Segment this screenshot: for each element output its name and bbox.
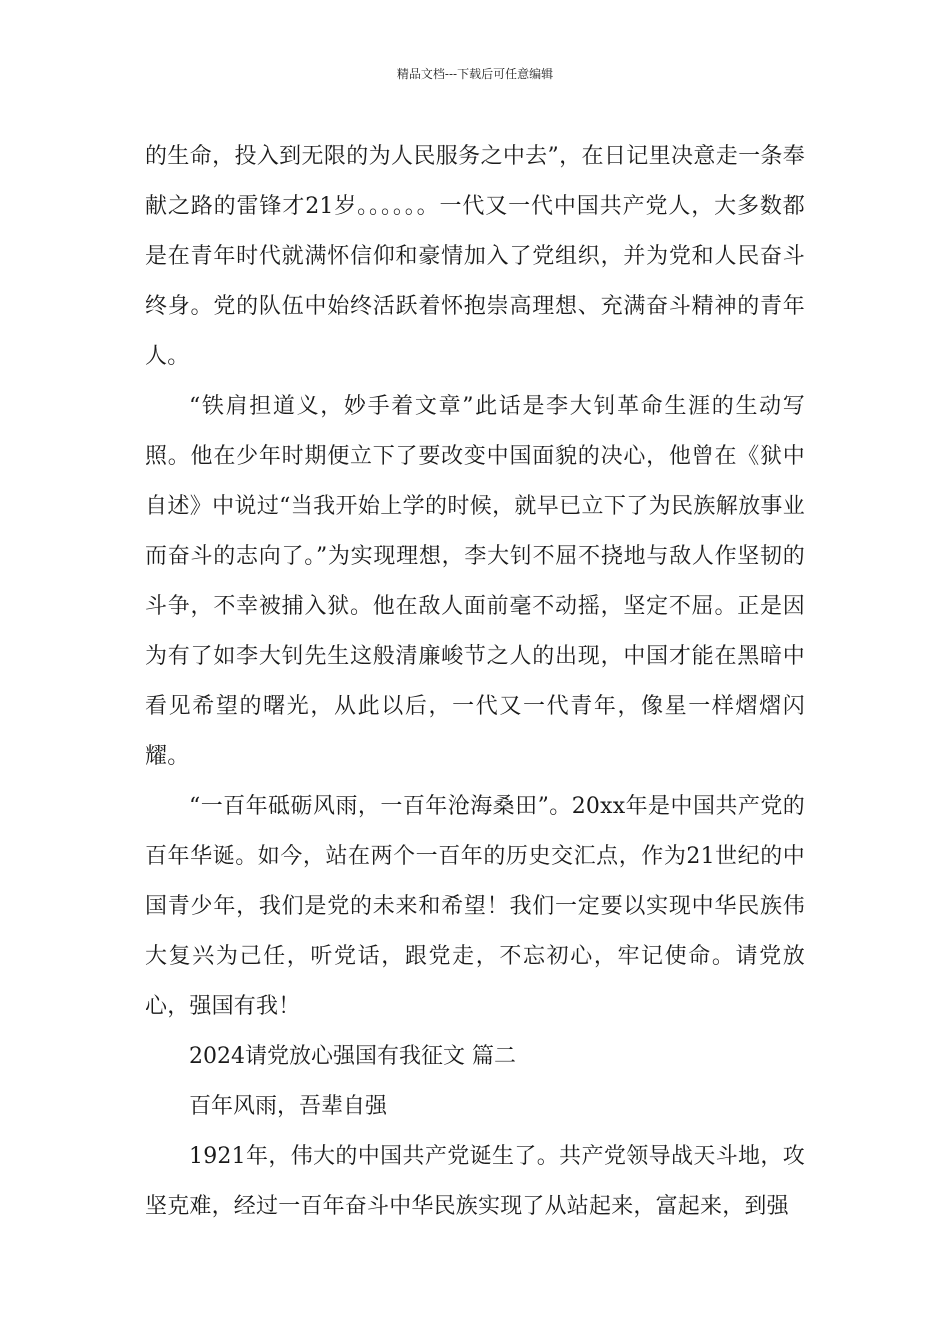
section-subtitle: 百年风雨，吾辈自强 <box>189 1094 388 1119</box>
document-body <box>145 132 805 1232</box>
page-header: 精品文档---下载后可任意编辑 <box>396 67 554 81</box>
paragraph-2: “铁肩担道义，妙手着文章”此话是李大钊革命生涯的生动写照。他在少年时期便立下了要改变中国面貌的决心，他曾在《狱中自述》中说过“当我开始上学的时候，就早已立下了为民族解放事业而奋斗的志向了。”为实现理想，李大钊不屈不挠地与敌人作坚韧的斗争，不幸被捕入狱。他在敌人面前毫不动摇，坚定不屈。正是因为有了如李大钊先生这般清廉峻节之人的出现，中国才能在黑暗中看见希望的曙光，从此以后，一代又一代青年，像星一样熠熠闪耀。 <box>145 394 805 769</box>
paragraph-4: 1921年，伟大的中国共产党诞生了。共产党领导战天斗地，攻坚克难，经过一百年奋斗中华民族实现了从站起来，富起来，到强 <box>145 1144 805 1219</box>
section-title: 2024请党放心强国有我征文 篇二 <box>189 1044 516 1069</box>
paragraph-3: “一百年砥砺风雨，一百年沧海桑田”。20xx年是中国共产党的百年华诞。如今，站在两个一百年的历史交汇点，作为21世纪的中国青少年，我们是党的未来和希望！我们一定要以实现中华民族伟大复兴为己任，听党话，跟党走，不忘初心，牢记使命。请党放心，强国有我！ <box>145 794 805 1019</box>
paragraph-1: 的生命，投入到无限的为人民服务之中去”，在日记里决意走一条奉献之路的雷锋才21岁。。。。。。一代又一代中国共产党人，大多数都是在青年时代就满怀信仰和豪情加入了党组织，并为党和人民奋斗终身。党的队伍中始终活跃着怀抱崇高理想、充满奋斗精神的青年人。 <box>145 144 805 369</box>
